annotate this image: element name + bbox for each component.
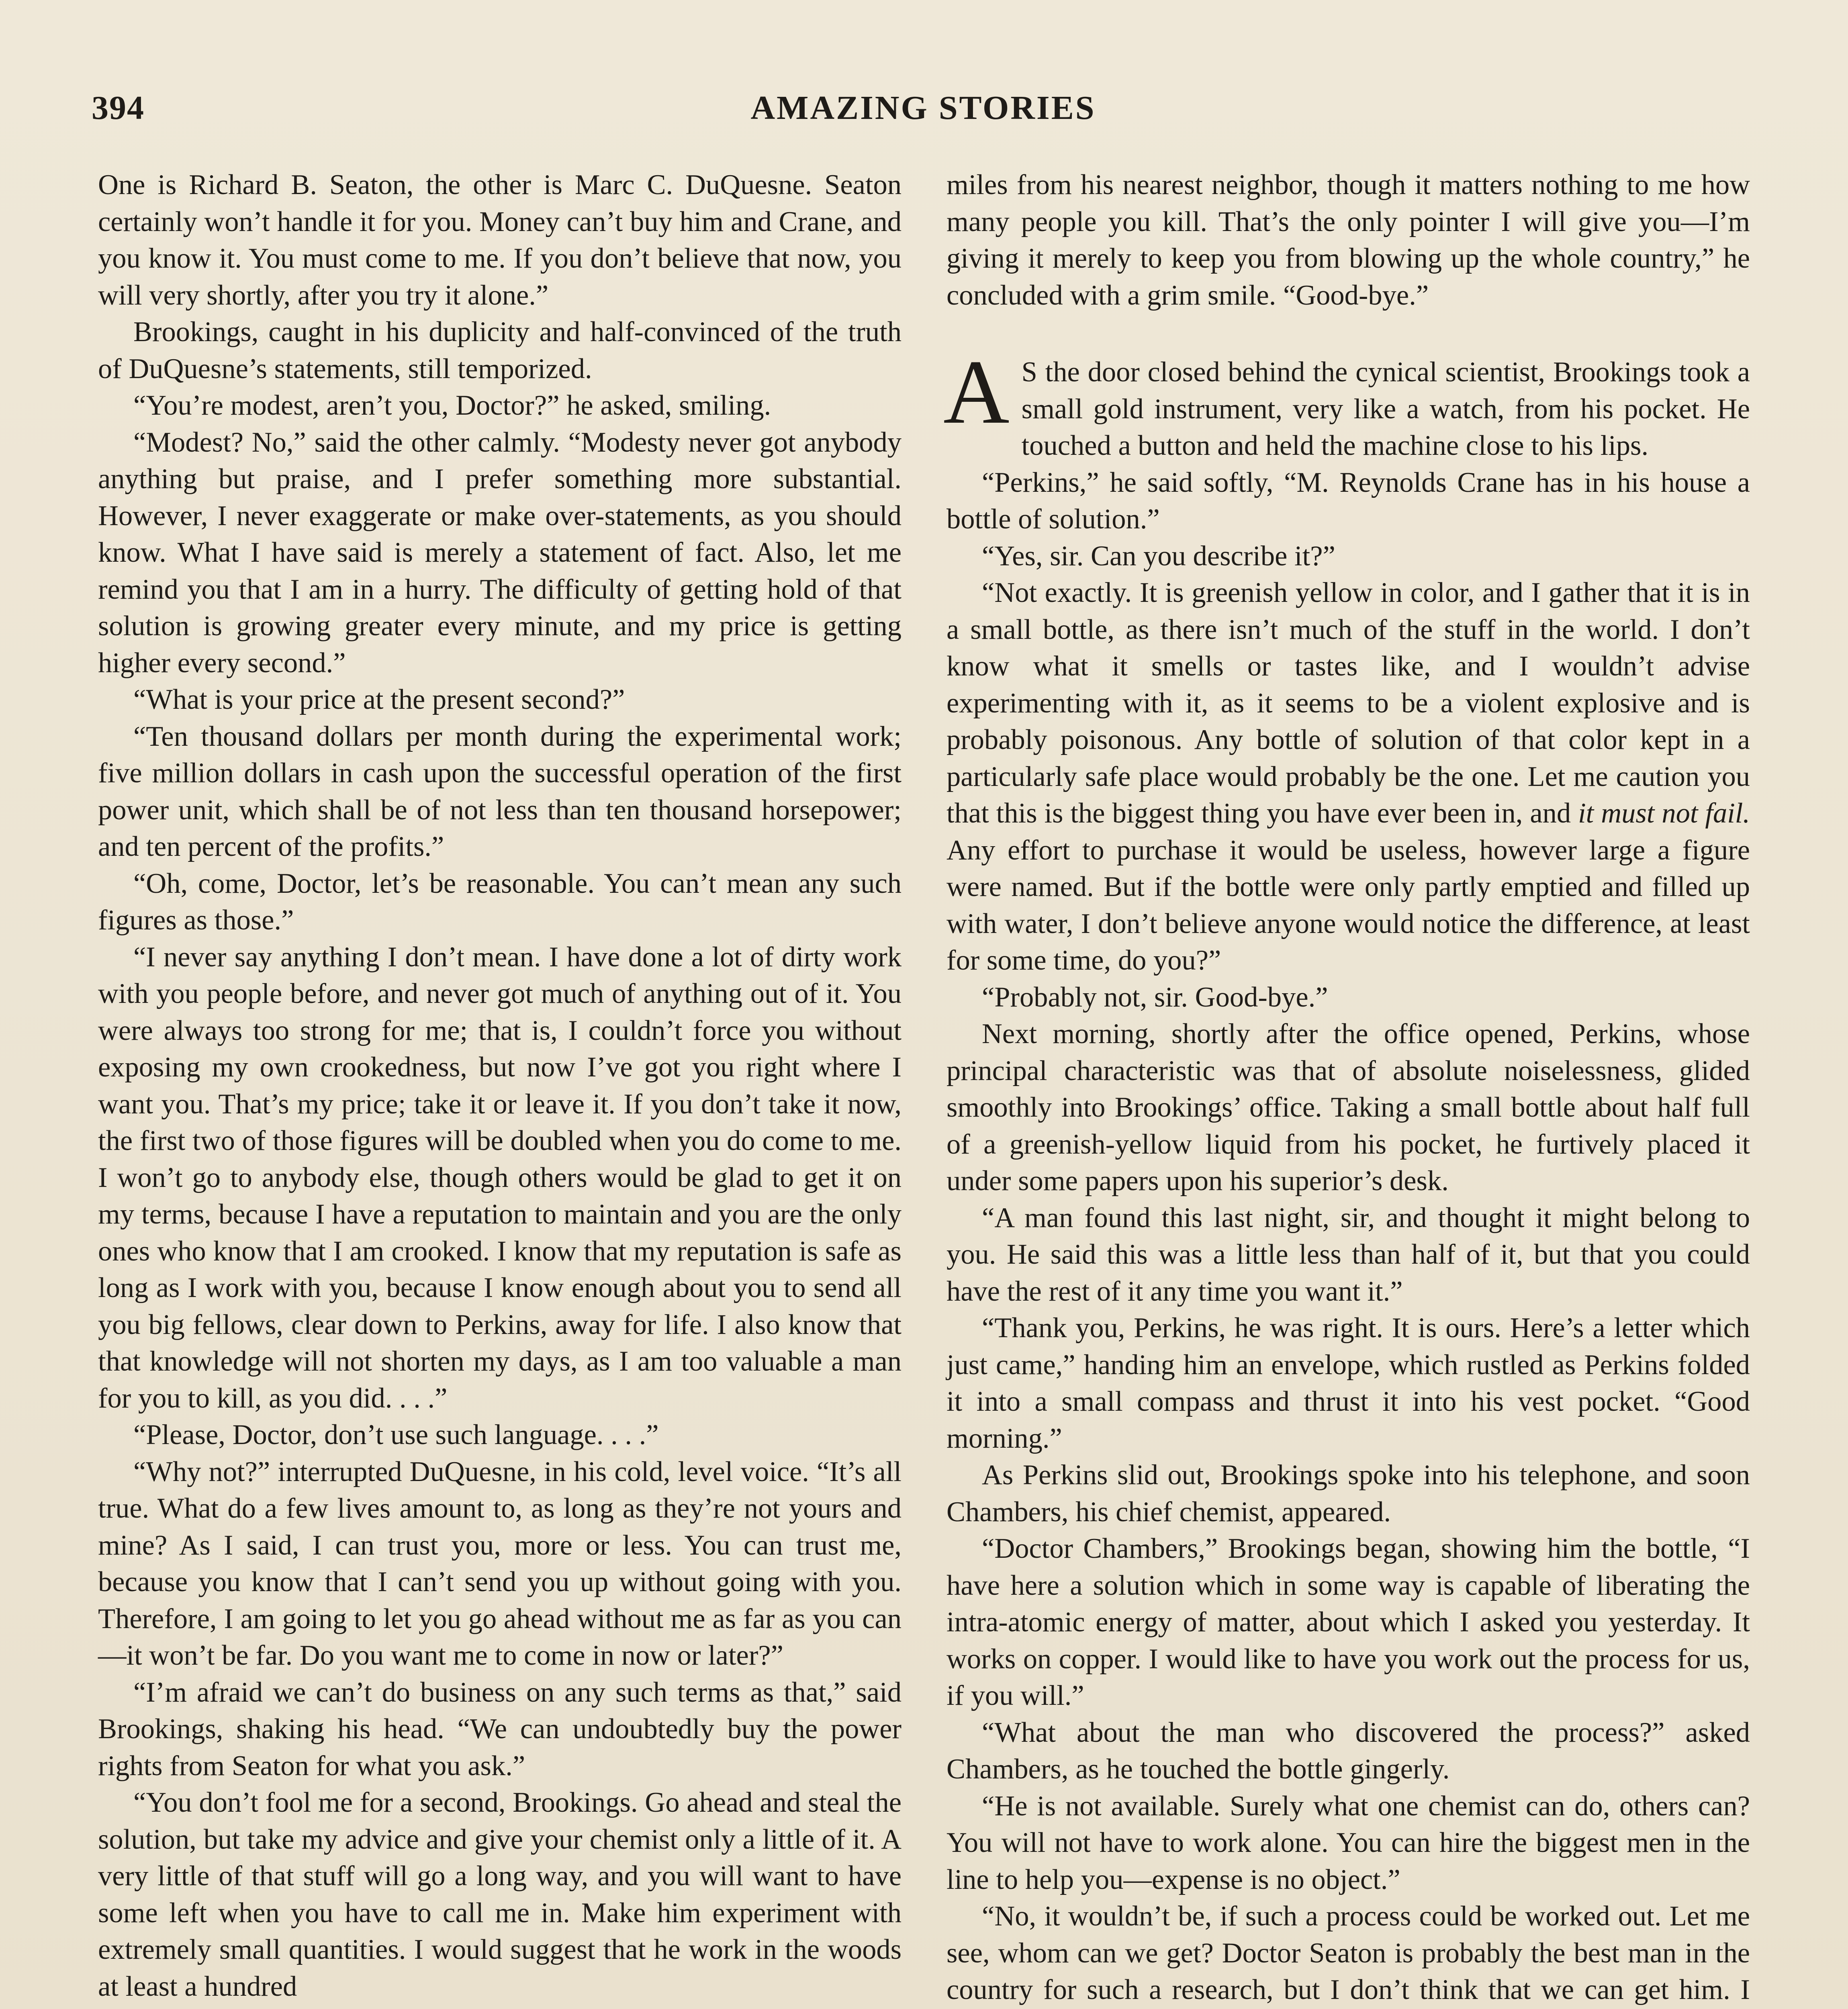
page-header — [92, 88, 1755, 137]
magazine-title: AMAZING STORIES — [750, 89, 1096, 127]
right-column — [943, 167, 1750, 2009]
paragraph: “You don’t fool me for a second, Brookings. Go ahead and steal the solution, but take my advice and give your chemist only a little of it. A very little of that stuff will go a long way, and you will want to have some left when you have to call me in. Make him experiment with extremely small quantities. I would suggest that he work in the woods at least a hundred — [98, 1787, 902, 2002]
paragraph: “Ten thousand dollars per month during the experimental work; five million dollars in cash upon the successful operation of the first power unit, which shall be of not less than ten thousand horsepower; and ten percent of the profits.” — [98, 720, 902, 862]
paragraph: “Doctor Chambers,” Brookings began, showing him the bottle, “I have here a solution which in some way is capable of liberating the intra-atomic energy of matter, about which I asked you yesterday. It works on copper. I would like to have you work out the process for us, if you will.” — [946, 1533, 1750, 1711]
paragraph: “Thank you, Perkins, he was right. It is ours. Here’s a letter which just came,” handing him an envelope, which rustled as Perkins folded it into a small compass and thrust it into his vest pocket. “Good morning.” — [946, 1312, 1750, 1454]
paragraph-text: “Not exactly. It is greenish yellow in color, and I gather that it is in a small bottle, as there isn’t much of the stuff in the world. I don’t know what it smells or tastes like, and I wouldn’t advise experimenting with it, as it seems to be a violent explosive and is probably poisonous. Any bottle of solution of that color kept in a particularly safe place would probably be the one. Let me caution you that this is the biggest thing you have ever been in, and — [946, 577, 1750, 829]
paragraph: “I never say anything I don’t mean. I have done a lot of dirty work with you people before, and never got much of anything out of it. You were always too strong for me; that is, I couldn’t force you without exposing my own crookedness, but now I’ve got you right where I want you. That’s my price; take it or leave it. If you don’t take it now, the first two of those figures will be doubled when you do come to me. I won’t go to anybody else, though others would be glad to get it on my terms, because I have a reputation to maintain and you are the only ones who know that I am crooked. I know that my reputation is safe as long as I work with you, because I know enough about you to send all you big fellows, clear down to Perkins, away for life. I also know that that knowledge will not shorten my days, as I am too valuable a man for you to kill, as you did. . . .” — [98, 941, 902, 1414]
paragraph: “Please, Doctor, don’t use such language. . . .” — [133, 1419, 659, 1450]
paragraph: “Yes, sir. Can you describe it?” — [982, 540, 1335, 572]
paragraph: As Perkins slid out, Brookings spoke into his telephone, and soon Chambers, his chief chemist, appeared. — [946, 1459, 1750, 1528]
paragraph: “Why not?” interrupted DuQuesne, in his cold, level voice. “It’s all true. What do a few lives amount to, as long as they’re not yours and mine? As I said, I can trust you, more or less. You can trust me, because you know that I can’t send you up without going with you. Therefore, I am going to let you go ahead without me as far as you can—it won’t be far. Do you want me to come in now or later?” — [98, 1456, 902, 1671]
page-number: 394 — [92, 89, 145, 127]
paragraph: “Oh, come, Doctor, let’s be reasonable. You can’t mean any such figures as those.” — [98, 867, 902, 936]
paragraph: “What is your price at the present second?” — [133, 684, 625, 715]
paragraph: Brookings, caught in his duplicity and half-convinced of the truth of DuQuesne’s statements, still temporized. — [98, 316, 902, 385]
paragraph: “You’re modest, aren’t you, Doctor?” he asked, smiling. — [133, 390, 771, 421]
paragraph — [946, 575, 1750, 979]
paragraph: “Probably not, sir. Good-bye.” — [982, 981, 1328, 1013]
left-column — [98, 167, 902, 2005]
paragraph: “What about the man who discovered the process?” asked Chambers, as he touched the bottle gingerly. — [946, 1716, 1750, 1785]
paragraph: “Perkins,” he said softly, “M. Reynolds Crane has in his house a bottle of solution.” — [946, 466, 1750, 535]
emphasis-text: it must not fail. — [1578, 798, 1750, 829]
section-opening-paragraph — [943, 342, 1750, 464]
paragraph: “No, it wouldn’t be, if such a process could be worked out. Let me see, whom can we get? Doctor Seaton is probably the best man in the country for such a research, but I don’t think that we can get him. I — [946, 1901, 1750, 2005]
drop-cap: A — [943, 342, 1010, 443]
paragraph: One is Richard B. Seaton, the other is Marc C. DuQuesne. Seaton certainly won’t handle it for you. Money can’t buy him and Crane, and you know it. You must come to me. If you don’t believe that now, you will very shortly, after you try it alone.” — [98, 169, 902, 311]
section-opening-text: S the door closed behind the cynical scientist, Brookings took a small gold instrument, very like a watch, from his pocket. He touched a button and held the machine close to his lips. — [1021, 356, 1750, 461]
paragraph: “Modest? No,” said the other calmly. “Modesty never got anybody anything but praise, and I prefer something more substantial. However, I never exaggerate or make over-statements, as you should know. What I have said is merely a statement of fact. Also, let me remind you that I am in a hurry. The difficulty of getting hold of that solution is growing greater every minute, and my price is getting higher every second.” — [98, 426, 902, 679]
paragraph: miles from his nearest neighbor, though it matters nothing to me how many people you kill. That’s the only pointer I will give you—I’m giving it merely to keep you from blowing up the whole country,” he concluded with a grim smile. “Good-bye.” — [946, 169, 1750, 311]
paragraph: “I’m afraid we can’t do business on any such terms as that,” said Brookings, shaking his head. “We can undoubtedly buy the power rights from Seaton for what you ask.” — [98, 1676, 902, 1782]
paragraph: “He is not available. Surely what one chemist can do, others can? You will not have to work alone. You can hire the biggest men in the line to help you—expense is no object.” — [946, 1790, 1750, 1895]
paragraph: “A man found this last night, sir, and thought it might belong to you. He said this was a little less than half of it, but that you could have the rest of it any time you want it.” — [946, 1202, 1750, 1307]
paragraph-text: Any effort to purchase it would be useless, however large a figure were named. But if the bottle were only partly emptied and filled up with water, I don’t believe anyone would notice the difference, at least for some time, do you?” — [946, 834, 1750, 976]
paragraph: Next morning, shortly after the office opened, Perkins, whose principal characteristic was that of absolute noiselessness, glided smoothly into Brookings’ office. Taking a small bottle about half full of a greenish-yellow liquid from his pocket, he furtively placed it under some papers upon his superior’s desk. — [946, 1018, 1750, 1197]
